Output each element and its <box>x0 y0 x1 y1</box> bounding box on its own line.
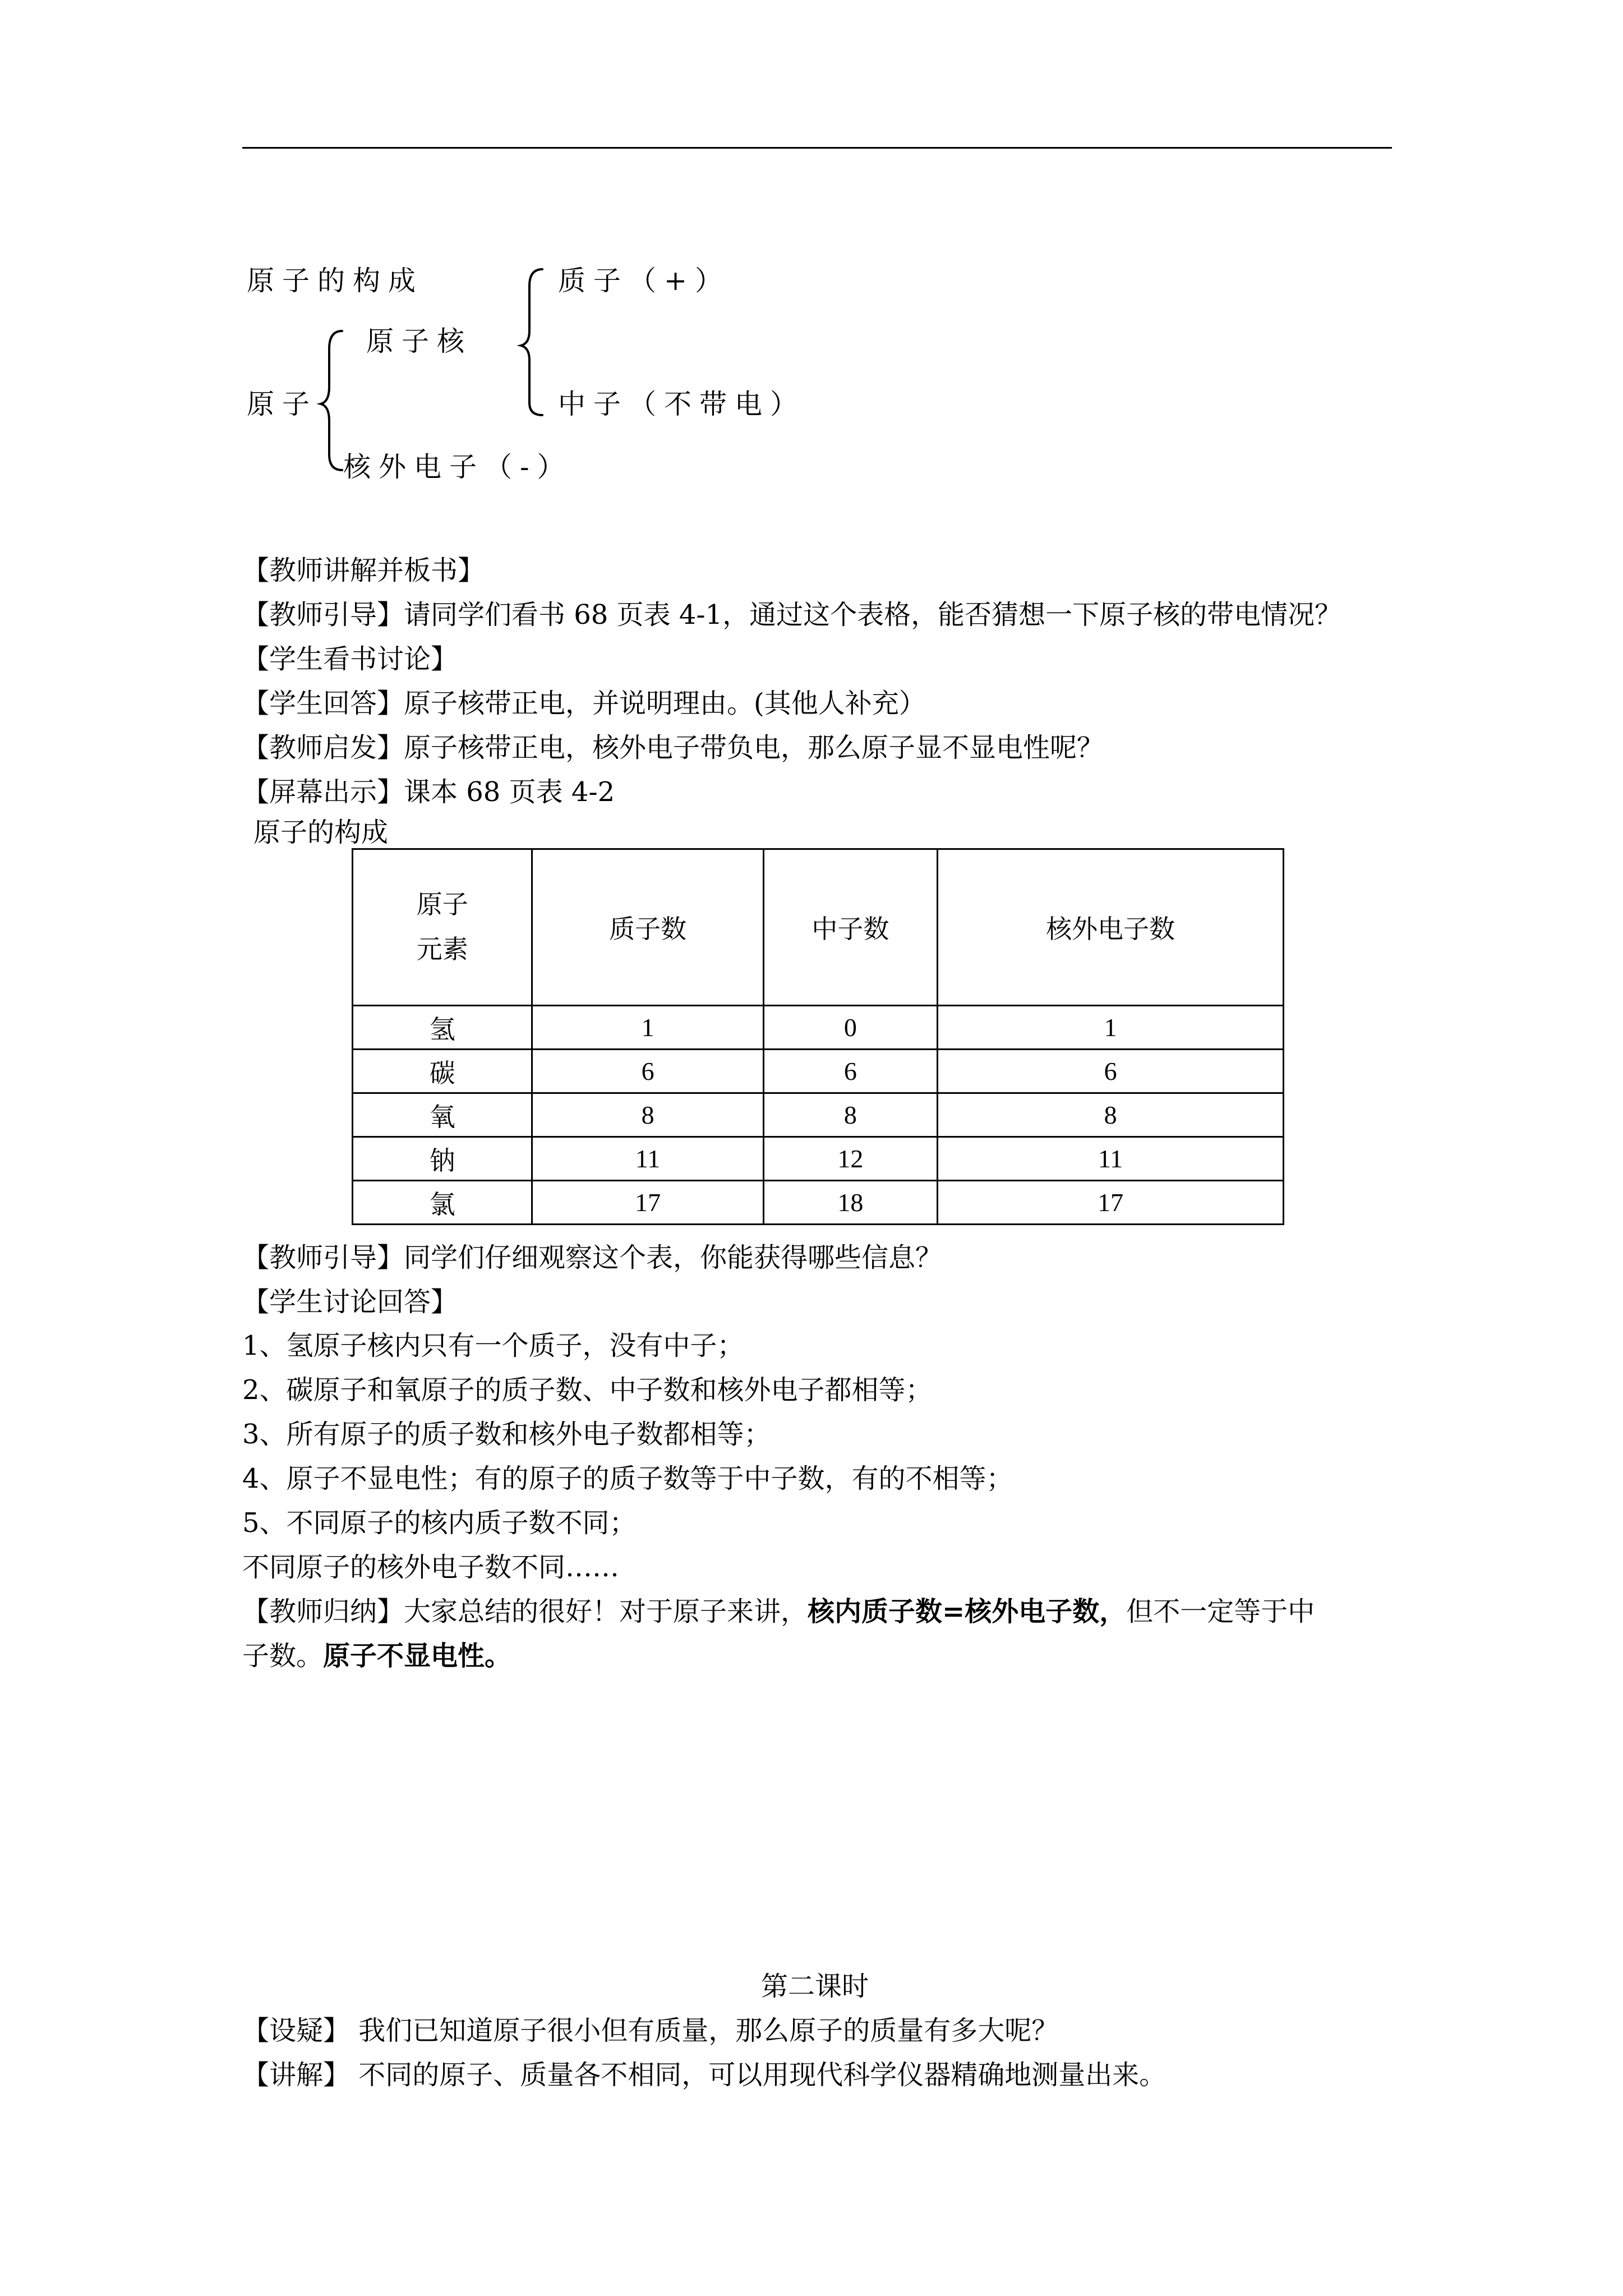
cell-electrons: 6 <box>938 1050 1284 1093</box>
diagram-title: 原子的构成 <box>247 265 424 297</box>
diagram-proton: 质子（+） <box>558 265 731 297</box>
list-item: 5、不同原子的核内质子数不同； <box>242 1507 637 1539</box>
list-item: 不同原子的核外电子数不同…… <box>242 1552 620 1583</box>
paragraph-observe: 【教师引导】同学们仔细观察这个表，你能获得哪些信息？ <box>242 1242 943 1273</box>
table-header-row <box>353 849 1284 1006</box>
summary-bold-neutral: 原子不显电性。 <box>323 1640 512 1672</box>
table-row <box>353 1050 1284 1093</box>
paragraph-summary-cont <box>242 1640 512 1672</box>
cell-neutrons: 8 <box>763 1093 937 1137</box>
table-header-protons: 质子数 <box>532 849 763 1006</box>
paragraph-discuss-answer: 【学生讨论回答】 <box>242 1286 458 1318</box>
paragraph-board: 【教师讲解并板书】 <box>242 555 485 586</box>
table-row <box>353 1137 1284 1181</box>
corner-line-atom: 原子 <box>416 890 468 919</box>
cell-element: 碳 <box>353 1050 532 1093</box>
cell-protons: 6 <box>532 1050 763 1093</box>
cell-protons: 8 <box>532 1093 763 1137</box>
cell-protons: 11 <box>532 1137 763 1181</box>
paragraph-teacher-guide: 【教师引导】请同学们看书 68 页表 4-1，通过这个表格，能否猜想一下原子核的带电情况？ <box>242 599 1342 631</box>
diagram-atom: 原子 <box>247 388 318 420</box>
corner-line-element: 元素 <box>416 935 468 964</box>
cell-neutrons: 0 <box>763 1006 937 1050</box>
cell-element: 氢 <box>353 1006 532 1050</box>
paragraph-explain: 【讲解】 不同的原子、质量各不相同，可以用现代科学仪器精确地测量出来。 <box>242 2059 1166 2091</box>
cell-neutrons: 6 <box>763 1050 937 1093</box>
cell-electrons: 17 <box>938 1181 1284 1225</box>
list-item: 1、氢原子核内只有一个质子，没有中子； <box>242 1330 744 1361</box>
cell-electrons: 1 <box>938 1006 1284 1050</box>
list-item: 4、原子不显电性；有的原子的质子数等于中子数，有的不相等； <box>242 1463 1013 1494</box>
table-row <box>353 1006 1284 1050</box>
paragraph-student-discuss: 【学生看书讨论】 <box>242 643 458 675</box>
cell-neutrons: 12 <box>763 1137 937 1181</box>
paragraph-screen-show: 【屏幕出示】课本 68 页表 4-2 <box>242 776 615 808</box>
cell-electrons: 8 <box>938 1093 1284 1137</box>
summary-text-cont: 但不一定等于中 <box>1126 1596 1315 1627</box>
table-header-neutrons: 中子数 <box>763 849 937 1006</box>
table-row <box>353 1181 1284 1225</box>
paragraph-student-answer: 【学生回答】原子核带正电，并说明理由。(其他人补充） <box>242 688 926 719</box>
atom-composition-table <box>352 848 1284 1225</box>
summary-bold-equation: 核内质子数=核外电子数， <box>808 1596 1127 1627</box>
diagram-braces <box>0 0 1623 505</box>
summary-text-end: 子数。 <box>242 1640 324 1672</box>
paragraph-summary <box>242 1598 1315 1625</box>
table-caption: 原子的构成 <box>253 817 389 848</box>
cell-protons: 1 <box>532 1006 763 1050</box>
paragraph-question: 【设疑】 我们已知道原子很小但有质量，那么原子的质量有多大呢？ <box>242 2015 1059 2046</box>
table-header-electrons: 核外电子数 <box>938 849 1284 1006</box>
table-header-corner <box>353 849 532 1006</box>
paragraph-teacher-inspire: 【教师启发】原子核带正电，核外电子带负电，那么原子显不显电性呢？ <box>242 732 1104 763</box>
diagram-neutron: 中子（不带电） <box>558 388 806 420</box>
table-row <box>353 1093 1284 1137</box>
cell-neutrons: 18 <box>763 1181 937 1225</box>
diagram-electron: 核外电子（-） <box>343 451 573 483</box>
cell-protons: 17 <box>532 1181 763 1225</box>
cell-element: 氧 <box>353 1093 532 1137</box>
atom-brace <box>321 331 342 470</box>
cell-element: 钠 <box>353 1137 532 1181</box>
nucleus-brace <box>521 269 542 415</box>
section-heading: 第二课时 <box>761 1971 869 2002</box>
list-item: 3、所有原子的质子数和核外电子数都相等； <box>242 1419 771 1450</box>
list-item: 2、碳原子和氧原子的质子数、中子数和核外电子都相等； <box>242 1374 933 1406</box>
cell-element: 氯 <box>353 1181 532 1225</box>
summary-text: 【教师归纳】大家总结的很好！对于原子来讲， <box>242 1596 808 1627</box>
diagram-nucleus: 原子核 <box>366 325 473 357</box>
cell-electrons: 11 <box>938 1137 1284 1181</box>
